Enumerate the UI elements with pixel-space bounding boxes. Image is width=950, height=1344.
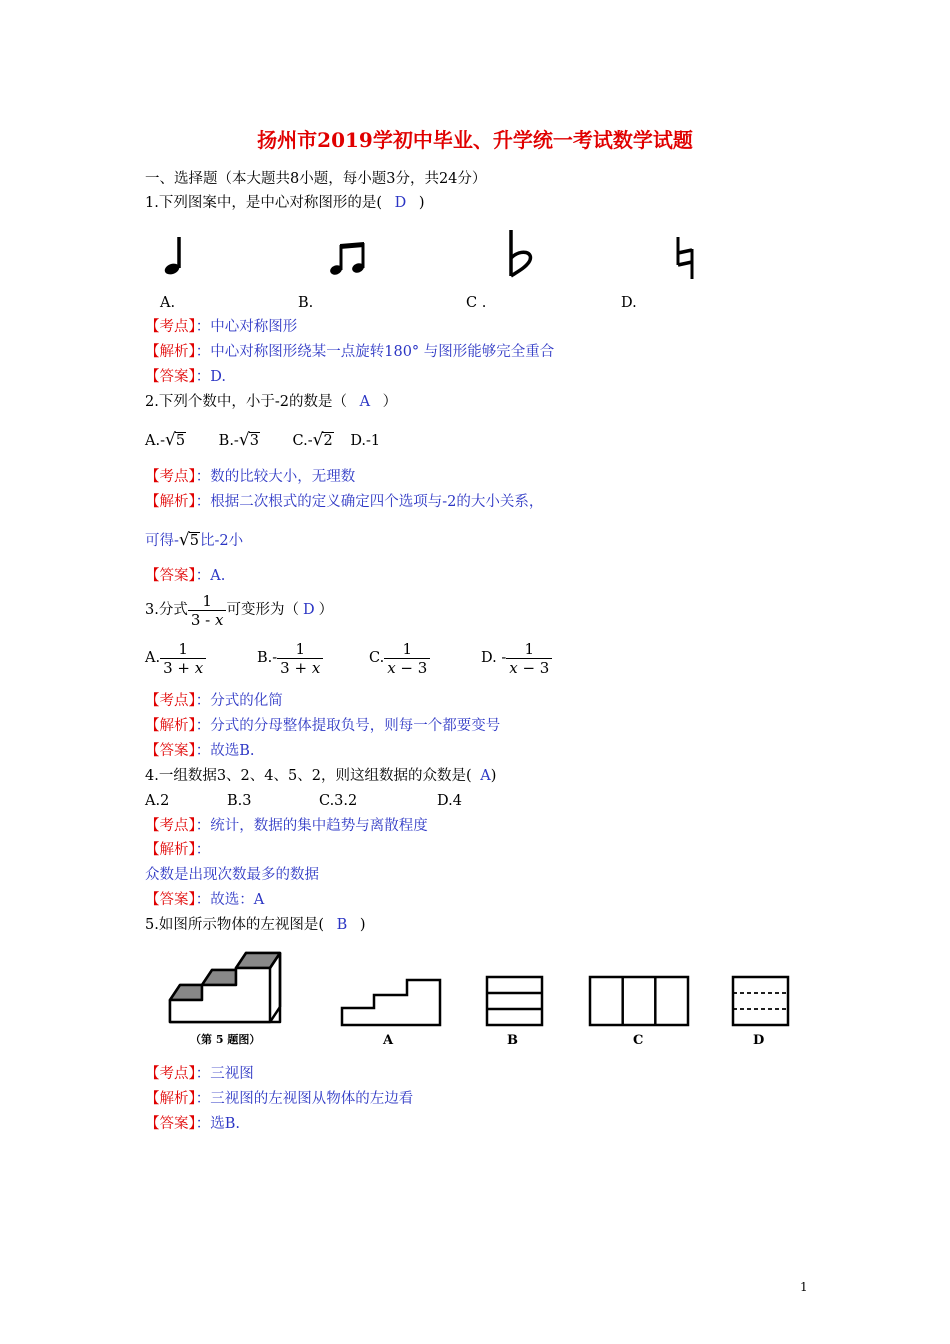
option-d: D.-1 xyxy=(350,433,381,449)
flat-sign-icon xyxy=(503,228,538,280)
figure-caption: （第 5 题图） xyxy=(190,1033,261,1046)
jiexi-line: 【解析】：分式的分母整体提取负号，则每一个都要变号 xyxy=(145,718,501,734)
question-3-answer: D xyxy=(302,601,315,618)
jiexi-line: 【解析】： xyxy=(145,842,211,858)
daan-line: 【答案】：选B. xyxy=(145,1116,241,1132)
q2-options xyxy=(145,430,380,450)
fraction: $\frac{1}{3 - x}$ xyxy=(188,592,227,629)
option-a: A.-√5 xyxy=(145,430,186,450)
option-b: B.-√3 xyxy=(218,430,259,450)
question-2-answer: A xyxy=(359,394,371,410)
quarter-note-icon xyxy=(155,233,195,278)
option-label: A xyxy=(383,1033,394,1048)
daan-line: 【答案】：故选B. xyxy=(145,743,255,759)
kaodian-line: 【考点】：中心对称图形 xyxy=(145,319,298,335)
beamed-eighth-notes-icon xyxy=(330,240,370,278)
option-label: C . xyxy=(466,295,487,311)
staircase-figure xyxy=(160,945,300,1030)
page-number: 1 xyxy=(800,1280,808,1294)
option-d-figure xyxy=(731,975,791,1030)
option-label: D xyxy=(753,1033,765,1048)
option-c-figure xyxy=(588,975,693,1030)
option-label: C xyxy=(633,1033,644,1048)
option-label: B.3 xyxy=(227,793,252,809)
kaodian-line: 【考点】：分式的化简 xyxy=(145,693,283,709)
jiexi-line: 【解析】：根据二次根式的定义确定四个选项与-2的大小关系， xyxy=(145,494,544,510)
daan-line: 【答案】：故选：A xyxy=(145,892,265,908)
natural-sign-icon xyxy=(672,235,702,283)
option-a-figure xyxy=(340,975,445,1030)
question-3-stem: 3.分式 $\frac{1}{3 - x}$ 可变形为（ D ） xyxy=(145,592,334,629)
q3-option-d: D. - $\frac{1}{x - 3}$ xyxy=(481,640,552,677)
question-2-stem: 2.下列个数中，小于-2的数是（ A ） xyxy=(145,394,398,410)
question-4-stem: 4.一组数据3、2、4、5、2，则这组数据的众数是( A) xyxy=(145,768,497,784)
option-c: C.-√2 xyxy=(292,430,333,450)
kaodian-line: 【考点】：数的比较大小，无理数 xyxy=(145,469,356,485)
question-4-answer: A xyxy=(480,768,491,784)
question-5-answer: B xyxy=(336,917,348,933)
q3-option-b: B.- $\frac{1}{3 + x}$ xyxy=(257,640,323,677)
question-5-stem: 5.如图所示物体的左视图是( B ) xyxy=(145,917,366,933)
option-label: A. xyxy=(160,295,176,311)
option-label: D.4 xyxy=(437,793,462,809)
daan-line: 【答案】：D. xyxy=(145,369,226,385)
q3-option-a: A. $\frac{1}{3 + x}$ xyxy=(145,640,206,677)
option-label: B. xyxy=(298,295,314,311)
option-b-figure xyxy=(485,975,545,1030)
option-label: D. xyxy=(621,295,637,311)
question-1-stem: 1.下列图案中，是中心对称图形的是( D ) xyxy=(145,195,425,211)
option-label: C.3.2 xyxy=(319,793,358,809)
jiexi-line: 【解析】：中心对称图形绕某一点旋转180° 与图形能够完全重合 xyxy=(145,344,555,360)
q3-option-c: C. $\frac{1}{x - 3}$ xyxy=(369,640,430,677)
section-heading: 一、选择题（本大题共8小题，每小题3分，共24分） xyxy=(145,171,487,187)
kaodian-line: 【考点】：三视图 xyxy=(145,1066,254,1082)
jiexi-continuation: 众数是出现次数最多的数据 xyxy=(145,867,319,883)
page-title: 扬州市2019学初中毕业、升学统一考试数学试题 xyxy=(257,128,693,152)
daan-line: 【答案】：A. xyxy=(145,568,226,584)
option-label: A.2 xyxy=(145,793,170,809)
jiexi-continuation: 可得-√5比-2小 xyxy=(145,530,244,550)
option-label: B xyxy=(507,1033,518,1048)
kaodian-line: 【考点】：统计，数据的集中趋势与离散程度 xyxy=(145,818,428,834)
jiexi-line: 【解析】：三视图的左视图从物体的左边看 xyxy=(145,1091,414,1107)
question-1-answer: D xyxy=(394,195,407,211)
